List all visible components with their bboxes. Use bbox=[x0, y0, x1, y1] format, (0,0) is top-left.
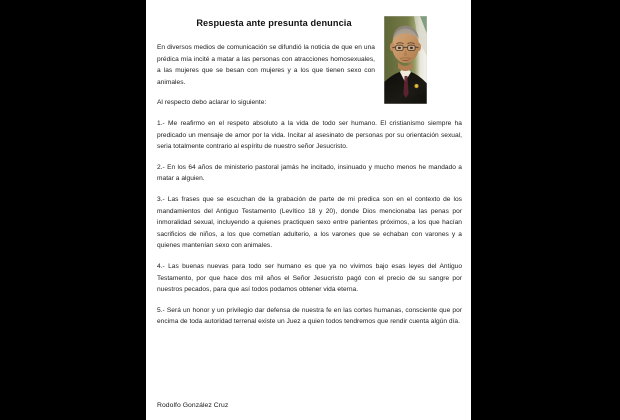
document-body bbox=[157, 42, 462, 337]
signature-name: Rodolfo González Cruz bbox=[157, 402, 229, 409]
document-page bbox=[146, 0, 471, 420]
paragraph-point-1: 1.- Me reafirmo en el respeto absoluto a la vida de todo ser humano. El cristianismo siempre ha predicado un mensaje de amor por la vida. Incitar al asesinato de personas por su orientación sexual, seria totalmente contrario al espíritu de nuestro señor Jesucristo. bbox=[157, 119, 462, 151]
page-title: Respuesta ante presunta denuncia bbox=[196, 18, 352, 28]
paragraph-point-2: 2.- En los 64 años de ministerio pastoral jamás he incitado, insinuado y mucho menos he mandado a matar a alguien. bbox=[157, 163, 462, 183]
paragraph-intro: En diversos medios de comunicación se difundió la noticia de que en una prédica mía incité a matar a las personas con atracciones homosexuales, a las mujeres que se besan con mujeres y a los que tienen sexo con animales. bbox=[157, 44, 375, 86]
paragraph-point-3: 3.- Las frases que se escuchan de la grabación de parte de mi predica son en el contexto de los mandamientos del Antiguo Testamento (Levítico 18 y 20), donde Dios mencionaba las penas por inmoralidad sexual, incluyendo a quienes practiquen sexo entre parientes próximos, a los que hacían sacrificios de niños, a los que cometían adulterio, a los varones que se echaban con varones y a quienes mantenían sexo con animales. bbox=[157, 195, 462, 250]
paragraph-lead-in: Al respecto debo aclarar lo siguiente: bbox=[157, 99, 267, 107]
paragraph-point-4: 4.- Las buenas nuevas para todo ser humano es que ya no vivimos bajo esas leyes del Antiguo Testamento, por que hace dos mil años el Señor Jesucristo pagó con el precio de su sangre por nuestros pecados, para que así todos podamos obtener vida eterna. bbox=[157, 262, 462, 294]
paragraph-point-5: 5.- Será un honor y un privilegio dar defensa de nuestra fe en las cortes humanas, consciente que por encima de toda autoridad terrenal existe un Juez a quien todos tendremos que rendir cuenta algún día. bbox=[157, 306, 462, 326]
